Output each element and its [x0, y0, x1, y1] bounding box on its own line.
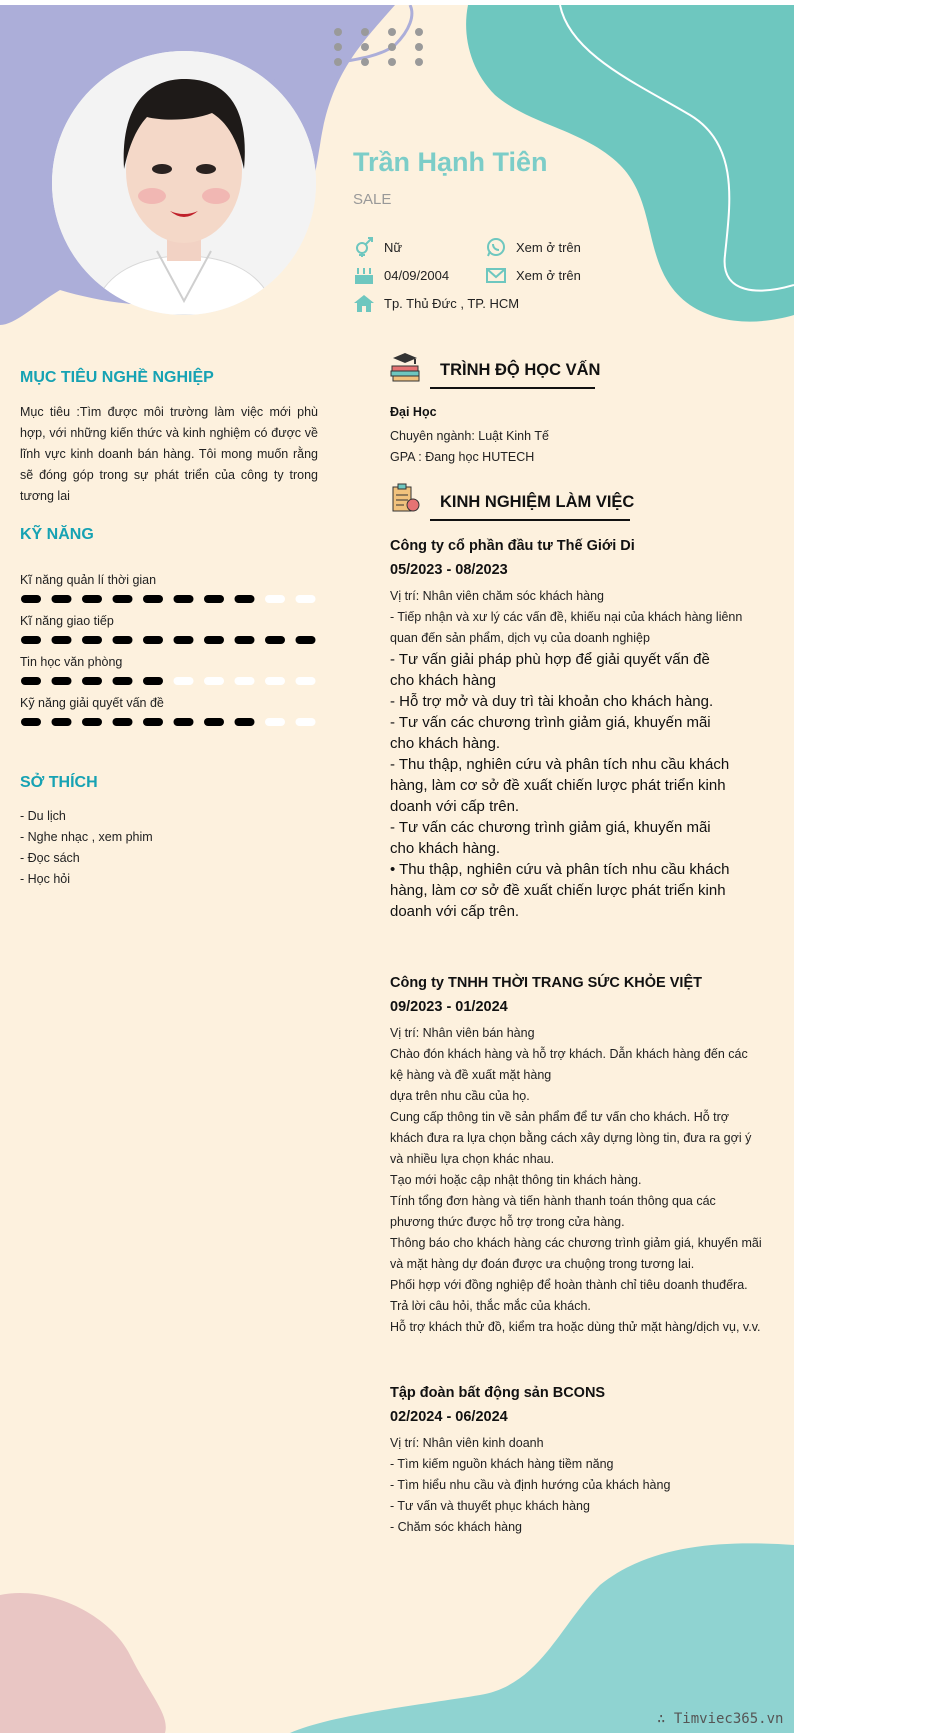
skill-level-segment-filled: [174, 636, 194, 644]
skill-level-segment-filled: [52, 595, 72, 603]
hobby-item: - Đọc sách: [20, 851, 80, 865]
whatsapp-icon: [485, 237, 507, 257]
job-duty: Phối hợp với đồng nghiệp để hoàn thành chỉ tiêu doanh thuđếra.: [390, 1278, 748, 1292]
skill-level-segment-filled: [113, 677, 133, 685]
birthday-value: 04/09/2004: [384, 267, 450, 283]
job-duty: Tạo mới hoặc cập nhật thông tin khách hàng.: [390, 1173, 642, 1187]
job-duty: Cung cấp thông tin về sản phẩm để tư vấn cho khách. Hỗ trợ khách đưa ra lựa chọn bằng cách xây dựng lòng tin, đưa ra gợi ý và nhiều lựa chọn khác nhau.: [390, 1110, 752, 1166]
gender-value: Nữ: [384, 239, 403, 255]
home-icon: [353, 293, 375, 313]
skill-label: Tin học văn phòng: [20, 655, 123, 669]
skill-level-segment-filled: [235, 595, 255, 603]
skill-level-segment-filled: [204, 595, 224, 603]
skill-level-segment-filled: [235, 718, 255, 726]
watermark: ∴ Timviec365.vn: [657, 1711, 784, 1727]
job-duty: - Tư vấn các chương trình giảm giá, khuyến mãi cho khách hàng.: [390, 714, 711, 752]
job-duty: - Tìm hiểu nhu cầu và định hướng của khách hàng: [390, 1478, 671, 1492]
skill-label: Kĩ năng giao tiếp: [20, 614, 114, 628]
hobby-item: - Du lịch: [20, 809, 66, 823]
job-duty: - Hỗ trợ mở và duy trì tài khoản cho khách hàng.: [390, 693, 714, 710]
skill-level-segment-empty: [296, 718, 316, 726]
job-duty: Thông báo cho khách hàng các chương trình giảm giá, khuyến mãi và mặt hàng dự đoán được ưa chuộng trong tương lai.: [390, 1236, 762, 1271]
job-title: SALE: [353, 191, 392, 208]
skill-level-segment-filled: [143, 595, 163, 603]
job-position: Vị trí: Nhân viên bán hàng: [390, 1026, 535, 1040]
skill-level-segment-filled: [52, 677, 72, 685]
skill-level-segment-filled: [204, 718, 224, 726]
education-heading: TRÌNH ĐỘ HỌC VẤN: [440, 361, 601, 379]
skill-level-segment-filled: [113, 636, 133, 644]
portrait-photo: [52, 51, 316, 315]
job-company: Công ty TNHH THỜI TRANG SỨC KHỎE VIỆT: [390, 975, 702, 991]
skill-level-segment-filled: [204, 636, 224, 644]
skill-level-bar: [20, 593, 320, 605]
contact-birthday: [353, 265, 449, 285]
skill-level-segment-filled: [143, 718, 163, 726]
skill-level-segment-filled: [113, 718, 133, 726]
job-duty: • Thu thập, nghiên cứu và phân tích nhu cầu khách hàng, làm cơ sở đề xuất chiến lược phát triển kinh doanh với cấp trên.: [390, 861, 730, 920]
job-period: 05/2023 - 08/2023: [390, 562, 508, 578]
skill-level-segment-filled: [82, 677, 102, 685]
skill-level-segment-empty: [265, 718, 285, 726]
job-duty: - Tư vấn và thuyết phục khách hàng: [390, 1499, 590, 1513]
hobbies-heading: SỞ THÍCH: [20, 774, 98, 791]
skill-level-segment-empty: [235, 677, 255, 685]
skill-level-segment-empty: [265, 595, 285, 603]
skill-level-segment-filled: [174, 595, 194, 603]
job-duty: - Tư vấn các chương trình giảm giá, khuyến mãi cho khách hàng.: [390, 819, 711, 857]
skills-heading: KỸ NĂNG: [20, 526, 94, 543]
objective-heading: MỤC TIÊU NGHỀ NGHIỆP: [20, 369, 214, 386]
experience-heading: KINH NGHIỆM LÀM VIỆC: [440, 493, 635, 511]
skill-level-segment-empty: [174, 677, 194, 685]
skill-label: Kĩ năng quản lí thời gian: [20, 573, 157, 587]
job-duty: - Thu thập, nghiên cứu và phân tích nhu cầu khách hàng, làm cơ sở đề xuất chiến lược phát triển kinh doanh với cấp trên.: [390, 756, 730, 815]
skill-level-bar: [20, 716, 320, 728]
contact-phone: [485, 237, 581, 257]
job-duty: Trả lời câu hỏi, thắc mắc của khách.: [390, 1299, 591, 1313]
job-period: 09/2023 - 01/2024: [390, 999, 508, 1015]
skill-level-segment-filled: [143, 677, 163, 685]
skill-level-segment-filled: [82, 718, 102, 726]
job-duty: - Chăm sóc khách hàng: [390, 1520, 523, 1534]
skill-level-segment-empty: [296, 677, 316, 685]
skill-level-segment-filled: [21, 718, 41, 726]
job-company: Tập đoàn bất động sản BCONS: [390, 1385, 606, 1401]
skill-label: Kỹ năng giải quyết vấn đề: [20, 696, 164, 710]
skill-level-segment-filled: [296, 636, 316, 644]
skill-level-segment-empty: [265, 677, 285, 685]
skill-level-bar: [20, 634, 320, 646]
skill-level-bar: [20, 675, 320, 687]
gender-icon: [353, 237, 375, 257]
skill-level-segment-filled: [235, 636, 255, 644]
dot-grid-decoration: [330, 25, 430, 73]
phone-value: Xem ở trên: [516, 239, 581, 255]
education-gpa: GPA : Đang học HUTECH: [390, 450, 535, 464]
email-value: Xem ở trên: [516, 267, 581, 283]
cv-page: [0, 5, 794, 1733]
hobby-item: - Học hỏi: [20, 872, 71, 886]
avatar: [52, 51, 316, 315]
address-value: Tp. Thủ Đức , TP. HCM: [384, 295, 520, 311]
skill-level-segment-filled: [143, 636, 163, 644]
skill-level-segment-filled: [113, 595, 133, 603]
job-position: Vị trí: Nhân viên kinh doanh: [390, 1436, 544, 1450]
job-duty: Hỗ trợ khách thử đồ, kiểm tra hoặc dùng thử mặt hàng/dịch vụ, v.v.: [390, 1320, 761, 1334]
birthday-cake-icon: [353, 265, 375, 285]
education-heading-underline: [430, 387, 595, 389]
skill-level-segment-filled: [52, 718, 72, 726]
clipboard-experience-icon: [389, 483, 421, 515]
contact-email: [485, 265, 581, 285]
contact-gender: [353, 237, 402, 257]
objective-text: Mục tiêu :Tìm được môi trường làm việc mới phù hợp, với những kiến thức và kinh nghiệm có được về lĩnh vực kinh doanh bán hàng. Tôi mong muốn rằng sẽ đóng góp trong sự phát triển của công ty trong tương lai: [20, 405, 318, 503]
skill-level-segment-empty: [204, 677, 224, 685]
skill-level-segment-filled: [21, 636, 41, 644]
hobby-item: - Nghe nhạc , xem phim: [20, 830, 153, 844]
job-duty: - Tư vấn giải pháp phù hợp để giải quyết vấn đề cho khách hàng: [390, 651, 710, 689]
job-position: Vị trí: Nhân viên chăm sóc khách hàng: [390, 589, 605, 603]
skill-level-segment-filled: [52, 636, 72, 644]
skill-level-segment-filled: [265, 636, 285, 644]
job-duty: - Tiếp nhận và xư lý các vấn đề, khiếu nại của khách hàng liênn quan đến sản phẩm, dịch vụ của doanh nghiệp: [390, 610, 743, 645]
contact-address: [353, 293, 519, 313]
job-company: Công ty cổ phần đầu tư Thế Giới Di: [390, 538, 635, 554]
skill-level-segment-filled: [21, 595, 41, 603]
job-duty: Chào đón khách hàng và hỗ trợ khách. Dẫn khách hàng đến các kệ hàng và đề xuất mặt hàng: [390, 1047, 748, 1082]
skill-level-segment-filled: [82, 595, 102, 603]
experience-heading-underline: [430, 519, 630, 521]
job-duty: dựa trên nhu cầu của họ.: [390, 1089, 530, 1103]
envelope-icon: [485, 265, 507, 285]
skill-level-segment-filled: [174, 718, 194, 726]
skill-level-segment-filled: [21, 677, 41, 685]
job-duty: Tính tổng đơn hàng và tiến hành thanh toán thông qua các phương thức được hỗ trợ trong cửa hàng.: [390, 1194, 716, 1229]
skill-level-segment-empty: [296, 595, 316, 603]
education-major: Chuyên ngành: Luật Kinh Tế: [390, 429, 549, 443]
job-period: 02/2024 - 06/2024: [390, 1409, 508, 1425]
job-duty: - Tìm kiếm nguồn khách hàng tiềm năng: [390, 1457, 614, 1471]
graduation-cap-books-icon: [389, 351, 421, 383]
education-level: Đại Học: [390, 405, 437, 419]
skill-level-segment-filled: [82, 636, 102, 644]
candidate-name: Trần Hạnh Tiên: [353, 147, 548, 177]
